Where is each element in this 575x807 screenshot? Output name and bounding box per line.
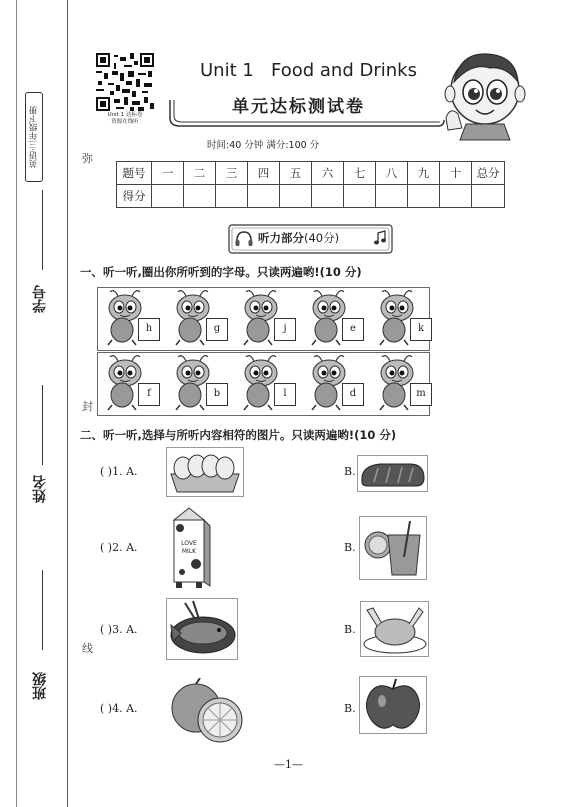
qr-caption: Unit 1 达标卷 资源在线听 <box>107 112 143 125</box>
q1-row2-letter-b[interactable]: b <box>206 383 228 406</box>
class-label: 班级 <box>32 672 48 700</box>
seal-char-3: 线 <box>82 642 93 655</box>
q2-item-2-number: ( )2. A. <box>100 541 138 554</box>
q1-row2-letter-d[interactable]: d <box>342 383 364 406</box>
orange-icon <box>170 678 244 744</box>
score-input-cell[interactable] <box>440 185 472 208</box>
unit-name: Food and Drinks <box>271 60 417 81</box>
score-input-cell[interactable] <box>408 185 440 208</box>
score-table <box>116 161 505 208</box>
listening-section-title: 听力部分(40分) <box>258 231 340 245</box>
q1-row2-letter-l[interactable]: l <box>274 383 296 406</box>
question-1-title: 一、听一听,圈出你所听到的字母。只读两遍哟!(10 分) <box>80 265 362 279</box>
eggs-icon <box>167 448 243 496</box>
name-line[interactable] <box>42 385 43 465</box>
score-table-score-row <box>117 185 505 208</box>
question-2-title: 二、听一听,选择与所听内容相符的图片。只读两遍哟!(10 分) <box>80 428 397 442</box>
page-number: —1— <box>274 758 303 771</box>
unit-number: Unit 1 <box>200 60 254 81</box>
score-header-cell: 六 <box>312 162 344 185</box>
q1-row1-letter-e[interactable]: e <box>342 318 364 341</box>
student-id-label: 学号 <box>32 285 48 313</box>
q2-item-4-option-b: B. <box>344 702 356 715</box>
score-row-label: 得分 <box>117 185 152 208</box>
option-milk-carton-picture[interactable] <box>166 506 212 590</box>
score-input-cell[interactable] <box>472 185 505 208</box>
q1-row2-letter-f[interactable]: f <box>138 383 160 406</box>
option-apple-picture[interactable] <box>359 676 427 734</box>
score-input-cell[interactable] <box>312 185 344 208</box>
q1-row1-letter-j[interactable]: j <box>274 318 296 341</box>
score-header-cell: 题号 <box>117 162 152 185</box>
test-title: 单元达标测试卷 <box>232 97 365 117</box>
score-header-cell: 三 <box>216 162 248 185</box>
student-id-line[interactable] <box>42 190 43 270</box>
binding-edge-line <box>16 0 17 807</box>
score-input-cell[interactable] <box>280 185 312 208</box>
seal-char-2: 封 <box>82 400 93 413</box>
score-header-cell: 一 <box>152 162 184 185</box>
apple-icon <box>360 677 426 733</box>
qr-code[interactable] <box>96 53 154 111</box>
roast-chicken-icon <box>361 602 428 656</box>
score-input-cell[interactable] <box>248 185 280 208</box>
subject-label: 英语·三年级下册 <box>25 92 43 182</box>
seal-line <box>67 0 68 807</box>
q2-item-2-option-b: B. <box>344 541 356 554</box>
music-note-icon <box>372 230 388 246</box>
score-header-cell: 十 <box>440 162 472 185</box>
q2-item-3-number: ( )3. A. <box>100 623 138 636</box>
q1-row1-letter-k[interactable]: k <box>410 318 432 341</box>
option-eggs-picture[interactable] <box>166 447 244 497</box>
score-input-cell[interactable] <box>216 185 248 208</box>
score-input-cell[interactable] <box>344 185 376 208</box>
time-and-score-info: 时间:40 分钟 满分:100 分 <box>207 140 320 151</box>
score-header-cell: 七 <box>344 162 376 185</box>
bread-icon <box>358 456 427 491</box>
q2-item-4-number: ( )4. A. <box>100 702 138 715</box>
q2-item-1-number: ( )1. A. <box>100 465 138 478</box>
score-input-cell[interactable] <box>184 185 216 208</box>
score-header-cell: 总分 <box>472 162 505 185</box>
mascot-boy-illustration <box>440 48 530 143</box>
milk-carton-label: LOVE MILK <box>181 540 197 555</box>
unit-title <box>200 60 417 81</box>
seal-char-1: 弥 <box>82 152 93 165</box>
headphones-icon <box>234 229 254 249</box>
score-input-cell[interactable] <box>376 185 408 208</box>
juice-glass-icon <box>360 517 426 579</box>
score-input-cell[interactable] <box>152 185 184 208</box>
class-line[interactable] <box>42 570 43 650</box>
score-header-cell: 九 <box>408 162 440 185</box>
option-juice-picture[interactable] <box>359 516 427 580</box>
option-fish-picture[interactable] <box>166 598 238 660</box>
name-label: 姓名 <box>32 475 48 503</box>
score-header-cell: 五 <box>280 162 312 185</box>
q2-item-3-option-b: B. <box>344 623 356 636</box>
q1-row1-letter-g[interactable]: g <box>206 318 228 341</box>
option-chicken-picture[interactable] <box>360 601 429 657</box>
q1-row1-letter-h[interactable]: h <box>138 318 160 341</box>
q1-row2-letter-m[interactable]: m <box>410 383 432 406</box>
score-header-cell: 四 <box>248 162 280 185</box>
fish-dish-icon <box>167 599 237 659</box>
option-bread-picture[interactable] <box>357 455 428 492</box>
option-orange-picture[interactable] <box>170 678 244 744</box>
score-table-header-row <box>117 162 505 185</box>
q2-item-1-option-b: B. <box>344 465 356 478</box>
score-header-cell: 八 <box>376 162 408 185</box>
score-header-cell: 二 <box>184 162 216 185</box>
